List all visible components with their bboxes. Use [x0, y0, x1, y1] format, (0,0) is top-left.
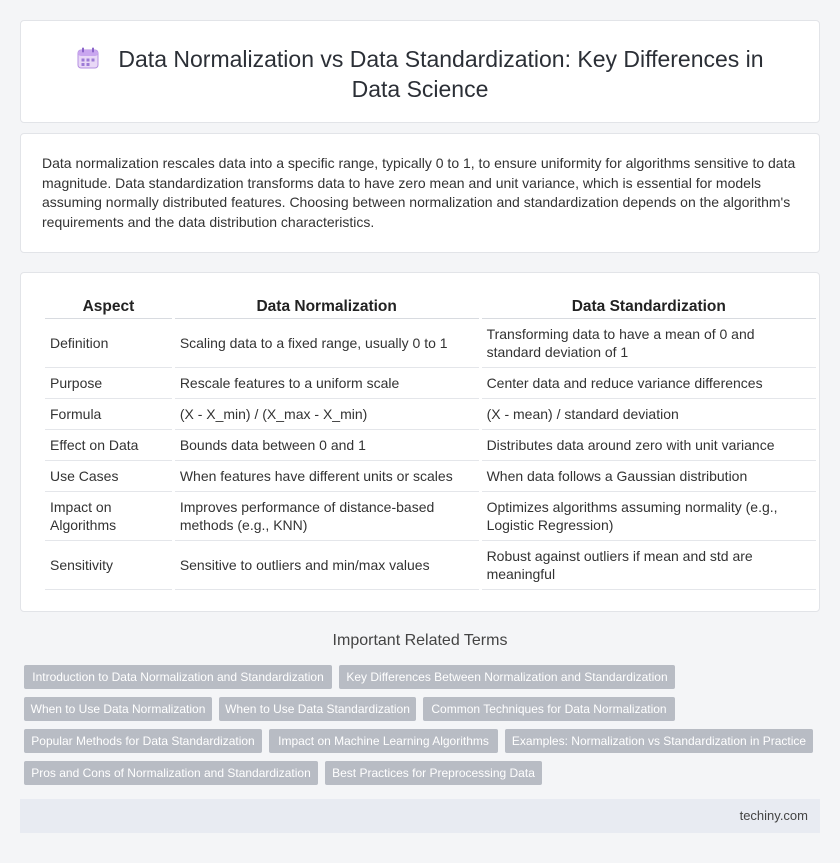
related-tag[interactable]: When to Use Data Standardization — [219, 697, 416, 721]
table-row — [45, 492, 816, 541]
cell-aspect: Sensitivity — [45, 541, 172, 590]
page-title-wrap — [61, 44, 779, 104]
cell-standardization: Optimizes algorithms assuming normality (e.g., Logistic Regression) — [482, 492, 816, 541]
cell-standardization: Robust against outliers if mean and std are meaningful — [482, 541, 816, 590]
table-row — [45, 399, 816, 430]
header-aspect: Aspect — [45, 296, 172, 319]
related-tag[interactable]: Examples: Normalization vs Standardization in Practice — [505, 729, 813, 753]
cell-standardization: Distributes data around zero with unit variance — [482, 430, 816, 461]
related-tag[interactable]: Best Practices for Preprocessing Data — [325, 761, 542, 785]
cell-normalization: Bounds data between 0 and 1 — [175, 430, 479, 461]
cell-aspect: Effect on Data — [45, 430, 172, 461]
cell-aspect: Formula — [45, 399, 172, 430]
comparison-card — [20, 272, 820, 612]
cell-aspect: Impact on Algorithms — [45, 492, 172, 541]
cell-normalization: Improves performance of distance-based methods (e.g., KNN) — [175, 492, 479, 541]
related-tag[interactable]: Pros and Cons of Normalization and Standardization — [24, 761, 318, 785]
cell-aspect: Purpose — [45, 368, 172, 399]
related-tag[interactable]: Popular Methods for Data Standardization — [24, 729, 262, 753]
table-row — [45, 319, 816, 368]
cell-standardization: (X - mean) / standard deviation — [482, 399, 816, 430]
cell-normalization: (X - X_min) / (X_max - X_min) — [175, 399, 479, 430]
header-standardization: Data Standardization — [482, 296, 816, 319]
table-header-row — [45, 296, 816, 319]
related-tag[interactable]: Key Differences Between Normalization and Standardization — [339, 665, 675, 689]
related-tag[interactable]: When to Use Data Normalization — [24, 697, 212, 721]
cell-standardization: When data follows a Gaussian distribution — [482, 461, 816, 492]
table-row — [45, 461, 816, 492]
cell-standardization: Center data and reduce variance differences — [482, 368, 816, 399]
page-title: Data Normalization vs Data Standardization: Key Differences in Data Science — [118, 46, 764, 102]
cell-aspect: Definition — [45, 319, 172, 368]
cell-normalization: Scaling data to a fixed range, usually 0 to 1 — [175, 319, 479, 368]
related-terms-title: Important Related Terms — [332, 632, 508, 649]
header-normalization: Data Normalization — [175, 296, 479, 319]
related-tag[interactable]: Introduction to Data Normalization and Standardization — [24, 665, 332, 689]
intro-card — [20, 133, 820, 253]
cell-standardization: Transforming data to have a mean of 0 and standard deviation of 1 — [482, 319, 816, 368]
comparison-table — [42, 296, 819, 590]
intro-paragraph: Data normalization rescales data into a specific range, typically 0 to 1, to ensure uniformity for algorithms sensitive to data magnitude. Data standardization transforms data to have zero mean and unit variance, which is essential for models assuming normally distributed features. Choosing between normalization and standardization depends on the algorithm's requirements and the data distribution characteristics. — [42, 155, 796, 230]
table-row — [45, 430, 816, 461]
footer-bar — [20, 799, 820, 833]
related-tag[interactable]: Impact on Machine Learning Algorithms — [269, 729, 498, 753]
cell-normalization: Rescale features to a uniform scale — [175, 368, 479, 399]
table-row — [45, 368, 816, 399]
header-card — [20, 20, 820, 123]
cell-aspect: Use Cases — [45, 461, 172, 492]
related-tag[interactable]: Common Techniques for Data Normalization — [423, 697, 675, 721]
calendar-icon — [76, 46, 100, 70]
table-row — [45, 541, 816, 590]
footer-brand[interactable]: techiny.com — [739, 808, 808, 823]
cell-normalization: When features have different units or scales — [175, 461, 479, 492]
cell-normalization: Sensitive to outliers and min/max values — [175, 541, 479, 590]
